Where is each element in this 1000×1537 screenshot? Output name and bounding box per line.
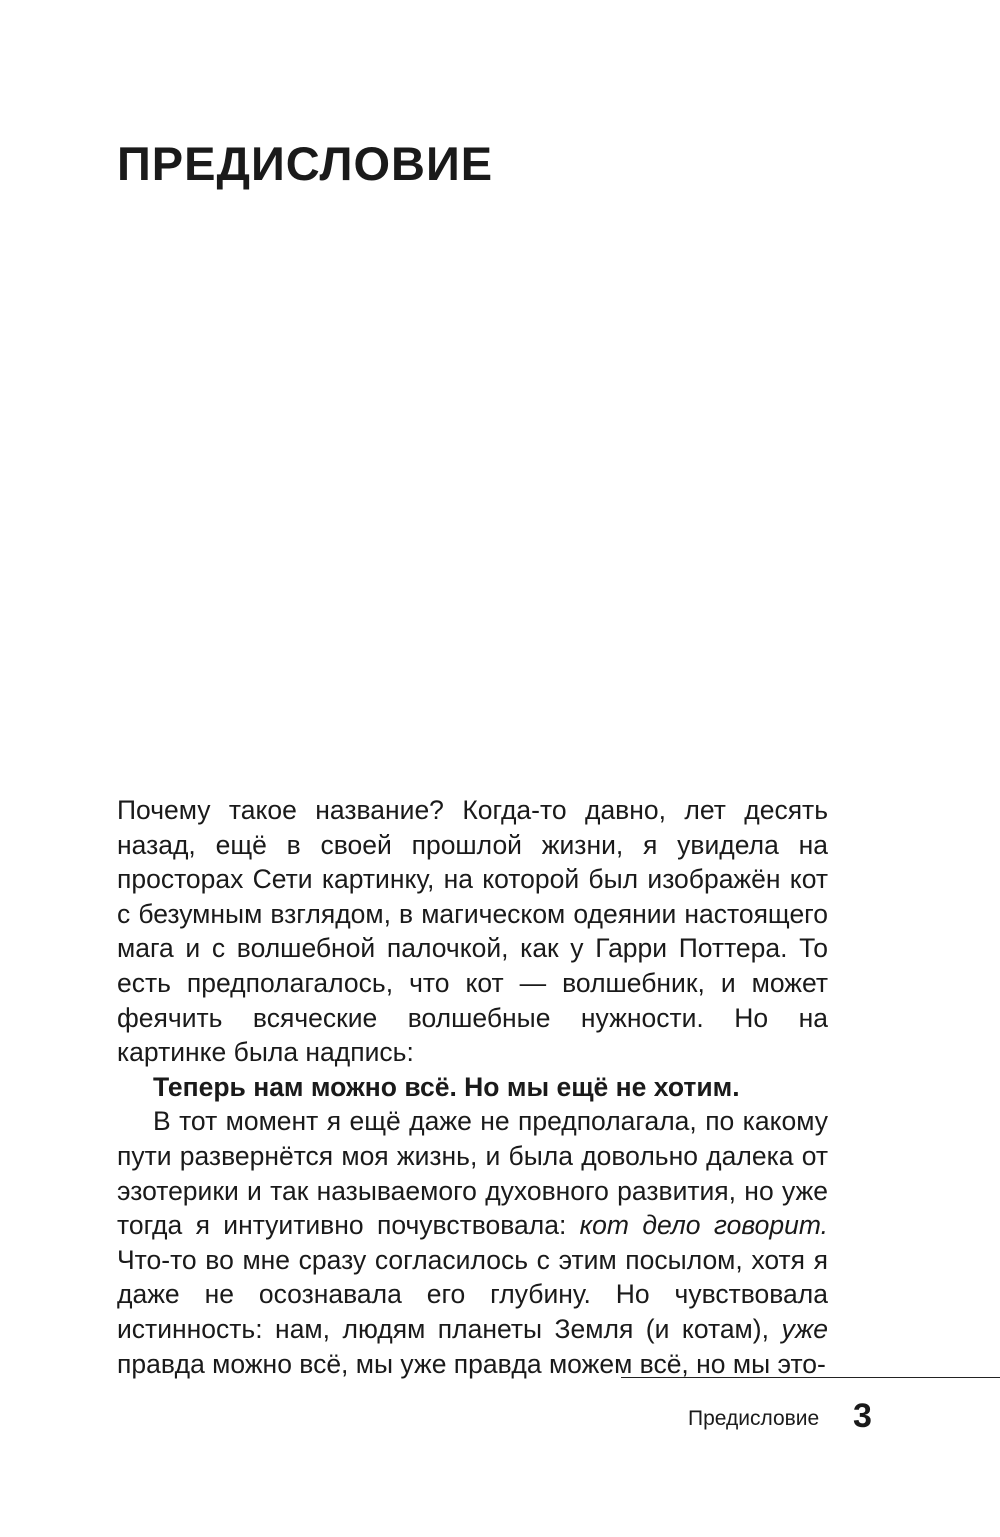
- paragraph-3-text-3: правда можно всё, мы уже правда можем всё, но мы это-: [117, 1348, 826, 1379]
- paragraph-1: Почему такое название? Когда-то давно, лет десять назад, ещё в своей прошлой жизни, я увидела на просторах Сети картинку, на которой был изображён кот с безумным взглядом, в магическом одеянии настоящего мага и с волшебной палочкой, как у Гарри Поттера. То есть предполагалось, что кот — волшебник, и может феячить всяческие волшебные нужности. Но на картинке была надпись:: [117, 795, 828, 1068]
- paragraph-3: [117, 1104, 828, 1381]
- page-number: 3: [853, 1397, 872, 1435]
- paragraph-3-text-1: В тот момент я ещё даже не предполагала, по какому пути развернётся моя жизнь, и была довольно далека от эзотерики и так называемого духовного развития, но уже тогда я интуитивно почувствовала:: [117, 1106, 828, 1241]
- paragraph-3-italic-2: уже: [781, 1313, 828, 1344]
- quote-line: Теперь нам можно всё. Но мы ещё не хотим.: [153, 1071, 740, 1102]
- paragraph-3-italic-1: кот дело говорит.: [579, 1210, 829, 1241]
- body-text: [117, 793, 828, 1381]
- chapter-title: ПРЕДИСЛОВИЕ: [117, 137, 494, 190]
- footer-divider: [621, 1377, 1000, 1378]
- running-head: Предисловие: [688, 1407, 820, 1430]
- paragraph-3-text-2: Что-то во мне сразу согласилось с этим посылом, хотя я даже не осознавала его глубину. Но чувствовала истинность: нам, людям планеты Земля (и котам),: [117, 1244, 828, 1344]
